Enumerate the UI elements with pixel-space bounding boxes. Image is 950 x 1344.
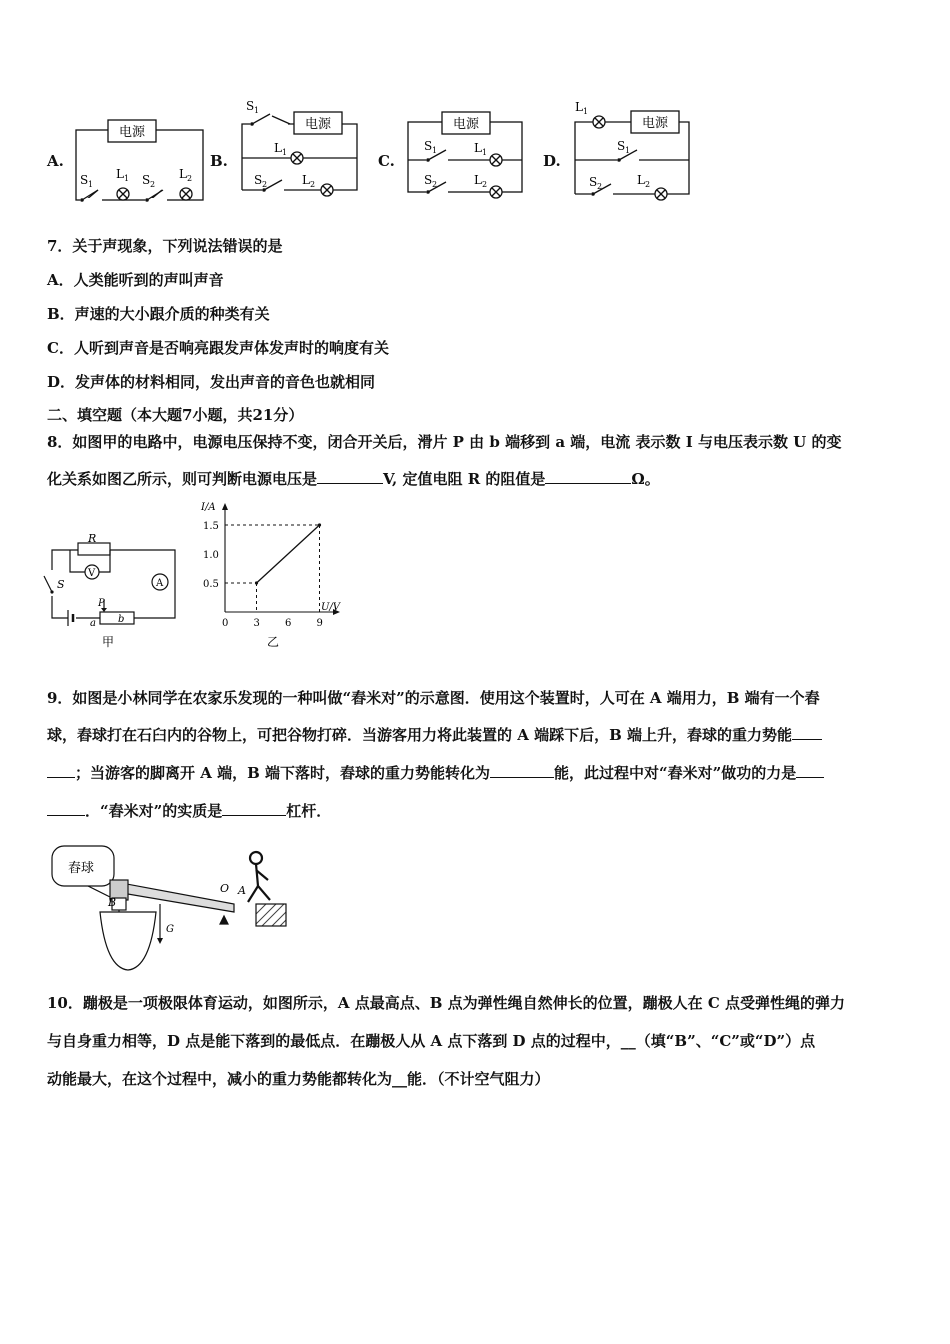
svg-text:S: S (617, 139, 626, 153)
q9-line-4: ．“舂米对”的实质是 杠杆． (47, 801, 331, 821)
q8-blank-resistance[interactable] (545, 469, 631, 484)
q9-blank-3-part2[interactable] (47, 801, 85, 816)
svg-text:2: 2 (645, 180, 651, 189)
svg-text:2: 2 (482, 180, 488, 189)
voltmeter-label: V (88, 568, 96, 579)
y-axis-label: I/A (201, 502, 216, 513)
q9-line-3: ；当游客的脚离开 A 端，B 端下落时，舂球的重力势能转化为 能，此过程中对“舂米对”做功的力是 (47, 763, 824, 783)
q10-line-1: 10．蹦极是一项极限体育运动，如图所示，A 点最高点、B 点为弹性绳自然伸长的位置，蹦极人在 C 点受弹性绳的弹力 (47, 994, 846, 1012)
l1-label: L (116, 167, 124, 181)
q8-iu-graph (195, 500, 350, 650)
x-tick-label: 0 (222, 618, 229, 629)
option-b-label: B. (210, 152, 228, 170)
svg-text:S: S (424, 139, 433, 153)
figure-jia-caption: 甲 (102, 635, 115, 649)
q7-option-b: B．声速的大小跟介质的种类有关 (47, 305, 270, 323)
q9-lever-figure (48, 842, 298, 972)
x-tick-label: 3 (253, 618, 260, 629)
svg-text:1: 1 (282, 148, 288, 157)
svg-text:1: 1 (124, 174, 130, 183)
svg-text:L: L (302, 173, 310, 187)
svg-text:S: S (254, 173, 263, 187)
svg-text:1: 1 (88, 180, 94, 189)
q8-blank-voltage[interactable] (317, 469, 383, 484)
q10-line-2: 与自身重力相等，D 点是能下落到的最低点．在蹦极人从 A 点下落到 D 点的过程中，__（填“B”、“C”或“D”）点 (47, 1032, 816, 1050)
q7-stem: 7．关于声现象，下列说法错误的是 (47, 237, 283, 255)
svg-text:电源: 电源 (452, 117, 480, 132)
svg-text:S: S (246, 99, 255, 113)
svg-text:2: 2 (262, 180, 268, 189)
svg-text:电源: 电源 (641, 116, 669, 131)
power-label: 电源 (118, 125, 146, 140)
svg-text:2: 2 (187, 174, 193, 183)
s2-label: S (142, 173, 151, 187)
q9-blank-3-part1[interactable] (796, 763, 824, 778)
circuit-diagram-c (398, 104, 528, 204)
q10-line-3: 动能最大，在这个过程中，减小的重力势能都转化为__能．（不计空气阻力） (47, 1070, 550, 1088)
end-b-label: b (118, 614, 125, 625)
l2-label: L (179, 167, 187, 181)
figure-yi-caption: 乙 (267, 635, 280, 649)
circuit-diagram-b (232, 96, 362, 206)
q8-circuit-diagram (40, 530, 180, 650)
y-tick-label: 1.5 (203, 521, 219, 532)
svg-text:2: 2 (310, 180, 316, 189)
x-tick-label: 6 (285, 618, 292, 629)
svg-text:1: 1 (482, 148, 488, 157)
x-axis-label: U/V (321, 602, 341, 613)
svg-text:1: 1 (432, 146, 438, 155)
q9-blank-1-part2[interactable] (47, 763, 75, 778)
x-tick-label: 9 (316, 618, 323, 629)
circuit-diagram-d (565, 98, 695, 206)
svg-text:2: 2 (432, 180, 438, 189)
q9-blank-1-part1[interactable] (792, 725, 822, 740)
section-heading: 二、填空题（本大题7小题，共21分） (47, 406, 304, 424)
svg-text:L: L (575, 100, 583, 114)
point-b-label: B (108, 896, 117, 909)
q7-option-c: C．人听到声音是否响亮跟发声体发声时的响度有关 (47, 339, 389, 357)
bubble-label: 舂球 (68, 861, 95, 876)
q8-line-2: 化关系如图乙所示，则可判断电源电压是 V, 定值电阻 R 的阻值是 Ω。 (47, 470, 660, 488)
switch-s-label: S (57, 578, 65, 591)
svg-text:L: L (274, 141, 282, 155)
pivot-o-label: O (220, 882, 230, 895)
y-tick-label: 1.0 (203, 550, 219, 561)
svg-text:S: S (589, 175, 598, 189)
svg-text:L: L (637, 173, 645, 187)
svg-text:2: 2 (150, 180, 156, 189)
data-point (255, 581, 258, 584)
svg-text:1: 1 (254, 106, 260, 115)
ammeter-label: A (156, 578, 164, 589)
s1-label: S (80, 173, 89, 187)
svg-text:2: 2 (597, 182, 603, 191)
q7-option-d: D．发声体的材料相同，发出声音的音色也就相同 (47, 373, 376, 391)
q9-blank-2[interactable] (490, 763, 554, 778)
end-a-label: a (90, 618, 96, 629)
svg-text:L: L (474, 173, 482, 187)
point-a-label: A (238, 884, 246, 897)
svg-text:L: L (474, 141, 482, 155)
svg-text:1: 1 (583, 107, 589, 116)
option-d-label: D. (543, 152, 561, 170)
option-c-label: C. (378, 152, 395, 170)
q9-blank-4[interactable] (222, 801, 286, 816)
gravity-g-label: G (166, 924, 174, 935)
q8-line-1: 8．如图甲的电路中，电源电压保持不变，闭合开关后，滑片 P 由 b 端移到 a 端，电流 表示数 I 与电压表示数 U 的变 (47, 433, 842, 451)
option-a-label: A. (47, 152, 64, 170)
circuit-diagram-a (68, 112, 208, 207)
data-point (318, 523, 321, 526)
svg-text:S: S (424, 173, 433, 187)
q9-line-2: 球，舂球打在石臼内的谷物上，可把谷物打碎．当游客用力将此装置的 A 端踩下后，B 端上升，舂球的重力势能 (47, 725, 822, 745)
slider-p-label: P (98, 598, 105, 609)
q7-option-a: A．人类能听到的声叫声音 (47, 271, 224, 289)
series-line (257, 525, 320, 583)
resistor-r-label: R (88, 532, 97, 545)
y-tick-label: 0.5 (203, 579, 219, 590)
q9-line-1: 9．如图是小林同学在农家乐发现的一种叫做“舂米对”的示意图．使用这个装置时，人可在 A 端用力，B 端有一个舂 (47, 689, 820, 707)
svg-text:1: 1 (625, 146, 631, 155)
svg-text:电源: 电源 (304, 117, 332, 132)
